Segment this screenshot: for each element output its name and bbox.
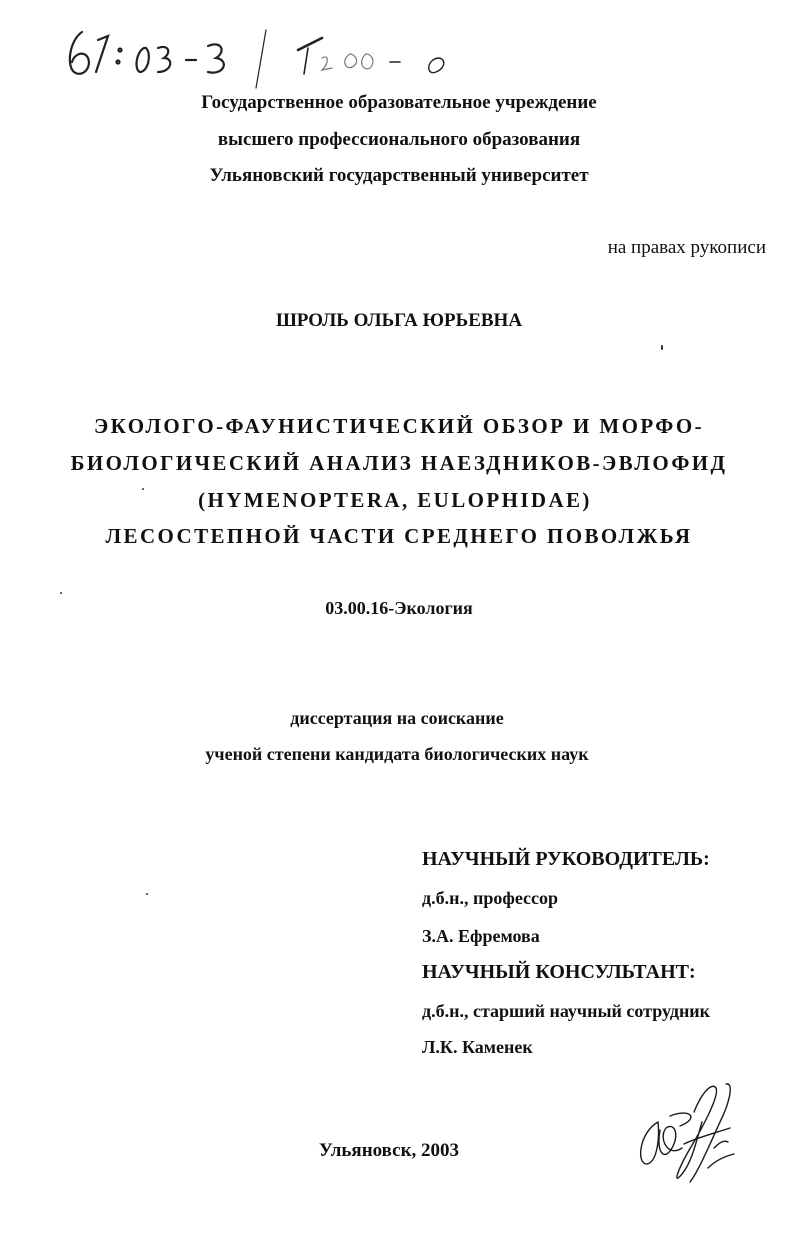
consultant-heading: НАУЧНЫЙ КОНСУЛЬТАНТ:: [422, 961, 696, 983]
scan-speck: [146, 893, 148, 895]
institution-line-3: Ульяновский государственный университет: [209, 165, 589, 186]
handwritten-catalog-code: [60, 10, 480, 90]
supervisor-name: З.А. Ефремова: [422, 926, 540, 946]
title-line-4: ЛЕСОСТЕПНОЙ ЧАСТИ СРЕДНЕГО ПОВОЛЖЬЯ: [105, 524, 693, 548]
scan-speck: [60, 592, 62, 594]
dissertation-line-1: диссертация на соискание: [290, 708, 504, 728]
signature-icon: [630, 1082, 750, 1192]
scan-speck: [661, 345, 663, 350]
city-year: Ульяновск, 2003: [318, 1140, 460, 1161]
rights-note: на правах рукописи: [607, 237, 766, 258]
title-line-3: (HYMENOPTERA, EULOPHIDAE): [198, 488, 592, 512]
institution-line-2: высшего профессионального образования: [217, 129, 581, 150]
title-line-1: ЭКОЛОГО-ФАУНИСТИЧЕСКИЙ ОБЗОР И МОРФО-: [93, 414, 705, 438]
consultant-name: Л.К. Каменек: [422, 1037, 533, 1057]
dissertation-line-2: ученой степени кандидата биологических наук: [205, 744, 589, 764]
author-name: ШРОЛЬ ОЛЬГА ЮРЬЕВНА: [275, 310, 523, 331]
institution-line-1: Государственное образовательное учреждение: [201, 92, 597, 113]
supervisor-heading: НАУЧНЫЙ РУКОВОДИТЕЛЬ:: [422, 848, 710, 870]
scan-speck: [142, 488, 144, 490]
title-line-2: БИОЛОГИЧЕСКИЙ АНАЛИЗ НАЕЗДНИКОВ-ЭВЛОФИД: [70, 451, 728, 475]
handwriting-icon: [60, 10, 480, 90]
supervisor-degree: д.б.н., профессор: [422, 888, 559, 908]
consultant-degree: д.б.н., старший научный сотрудник: [422, 1001, 711, 1021]
specialty-code: 03.00.16-Экология: [325, 598, 473, 618]
